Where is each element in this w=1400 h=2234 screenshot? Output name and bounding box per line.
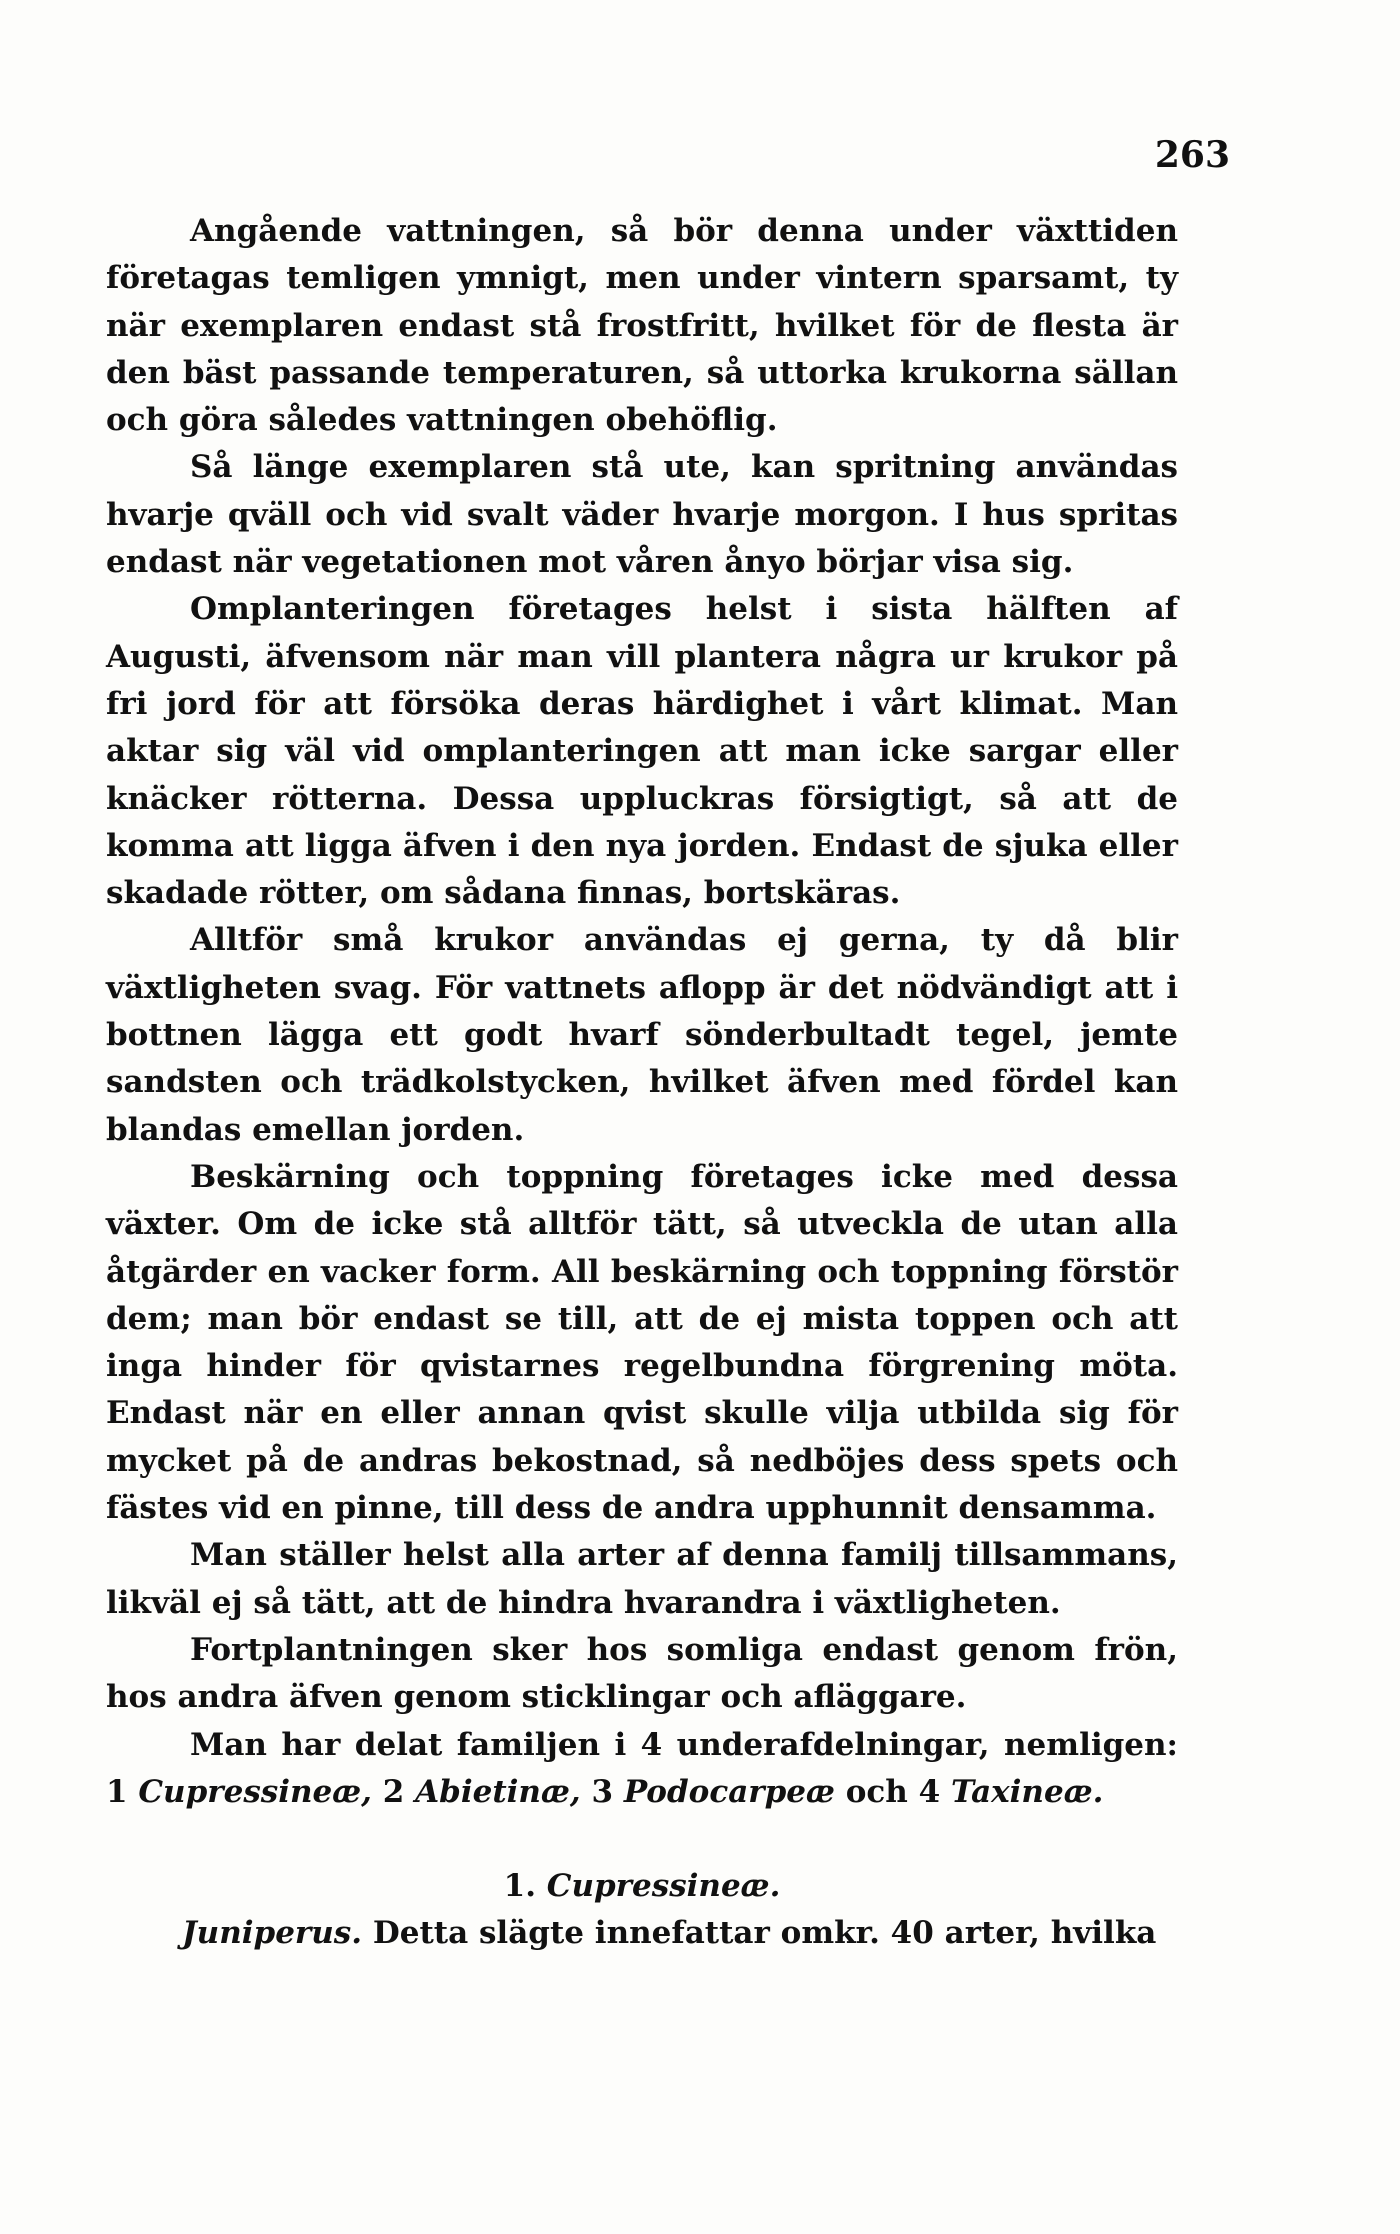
genus-description: Detta slägte innefattar omkr. 40 arter, hvilka <box>372 1915 1157 1952</box>
division-number-1: 1 <box>106 1773 128 1810</box>
genus-line <box>106 1910 1178 1957</box>
section-number: 1. <box>503 1868 536 1905</box>
division-name-2: Abietinæ, <box>415 1773 581 1810</box>
division-name-4: Taxineæ. <box>950 1773 1104 1810</box>
paragraph-propagation: Fortplantningen sker hos somliga endast genom frön, hos andra äfven genom sticklingar och afläggare. <box>106 1631 1178 1716</box>
paragraph-repotting: Omplanteringen företages helst i sista hälften af Augusti, äfvensom när man vill plantera några ur krukor på fri jord för att försöka deras härdighet i vårt klimat. Man aktar sig väl vid omplanteringen att man icke sargar eller knäcker rötterna. Dessa uppluckras försigtigt, så att de komma att ligga äfven i den nya jorden. Endast de sjuka eller skadade rötter, om sådana finnas, bortskäras. <box>106 591 1178 912</box>
division-name-1: Cupressineæ, <box>138 1773 372 1810</box>
division-number-2: 2 <box>382 1773 405 1810</box>
paragraph-divisions <box>106 1722 1178 1817</box>
divisions-intro: Man har delat familjen i 4 underafdelningar, nemligen: <box>190 1726 1178 1763</box>
division-number-3: 3 <box>591 1773 614 1810</box>
section-heading <box>106 1863 1178 1910</box>
division-name-3: Podocarpeæ <box>623 1773 835 1810</box>
paragraph-pruning: Beskärning och toppning företages icke med dessa växter. Om de icke stå alltför tätt, så utveckla de utan alla åtgärder en vacker form. All beskärning och toppning förstör dem; man bör endast se till, att de ej mista toppen och att inga hinder för qvistarnes regelbundna förgrening möta. Endast när en eller annan qvist skulle vilja utbilda sig för mycket på de andras bekostnad, så nedböjes dess spets och fästes vid en pinne, till dess de andra upphunnit densamma. <box>106 1158 1178 1527</box>
paragraph-placement: Man ställer helst alla arter af denna familj tillsammans, likväl ej så tätt, att de hindra hvarandra i växtligheten. <box>106 1537 1178 1621</box>
body-text <box>106 208 1178 1958</box>
page-number: 263 <box>1154 134 1230 176</box>
genus-name: Juniperus. <box>182 1915 363 1952</box>
section-title: Cupressineæ. <box>546 1868 781 1905</box>
paragraph-watering: Angående vattningen, så bör denna under växttiden företagas temligen ymnigt, men under vintern sparsamt, ty när exemplaren endast stå frostfritt, hvilket för de flesta är den bäst passande temperaturen, så uttorka krukorna sällan och göra således vattningen obehöflig. <box>106 213 1178 439</box>
paragraph-spraying: Så länge exemplaren stå ute, kan spritning användas hvarje qväll och vid svalt väder hvarje morgon. I hus spritas endast när vegetationen mot våren ånyo börjar visa sig. <box>106 449 1178 581</box>
division-conjunction: och <box>845 1773 908 1810</box>
division-number-4: 4 <box>918 1773 941 1810</box>
paragraph-pots: Alltför små krukor användas ej gerna, ty då blir växtligheten svag. För vattnets aflopp är det nödvändigt att i bottnen lägga ett godt hvarf sönderbultadt tegel, jemte sandsten och trädkolstycken, hvilket äfven med fördel kan blandas emellan jorden. <box>106 922 1178 1148</box>
